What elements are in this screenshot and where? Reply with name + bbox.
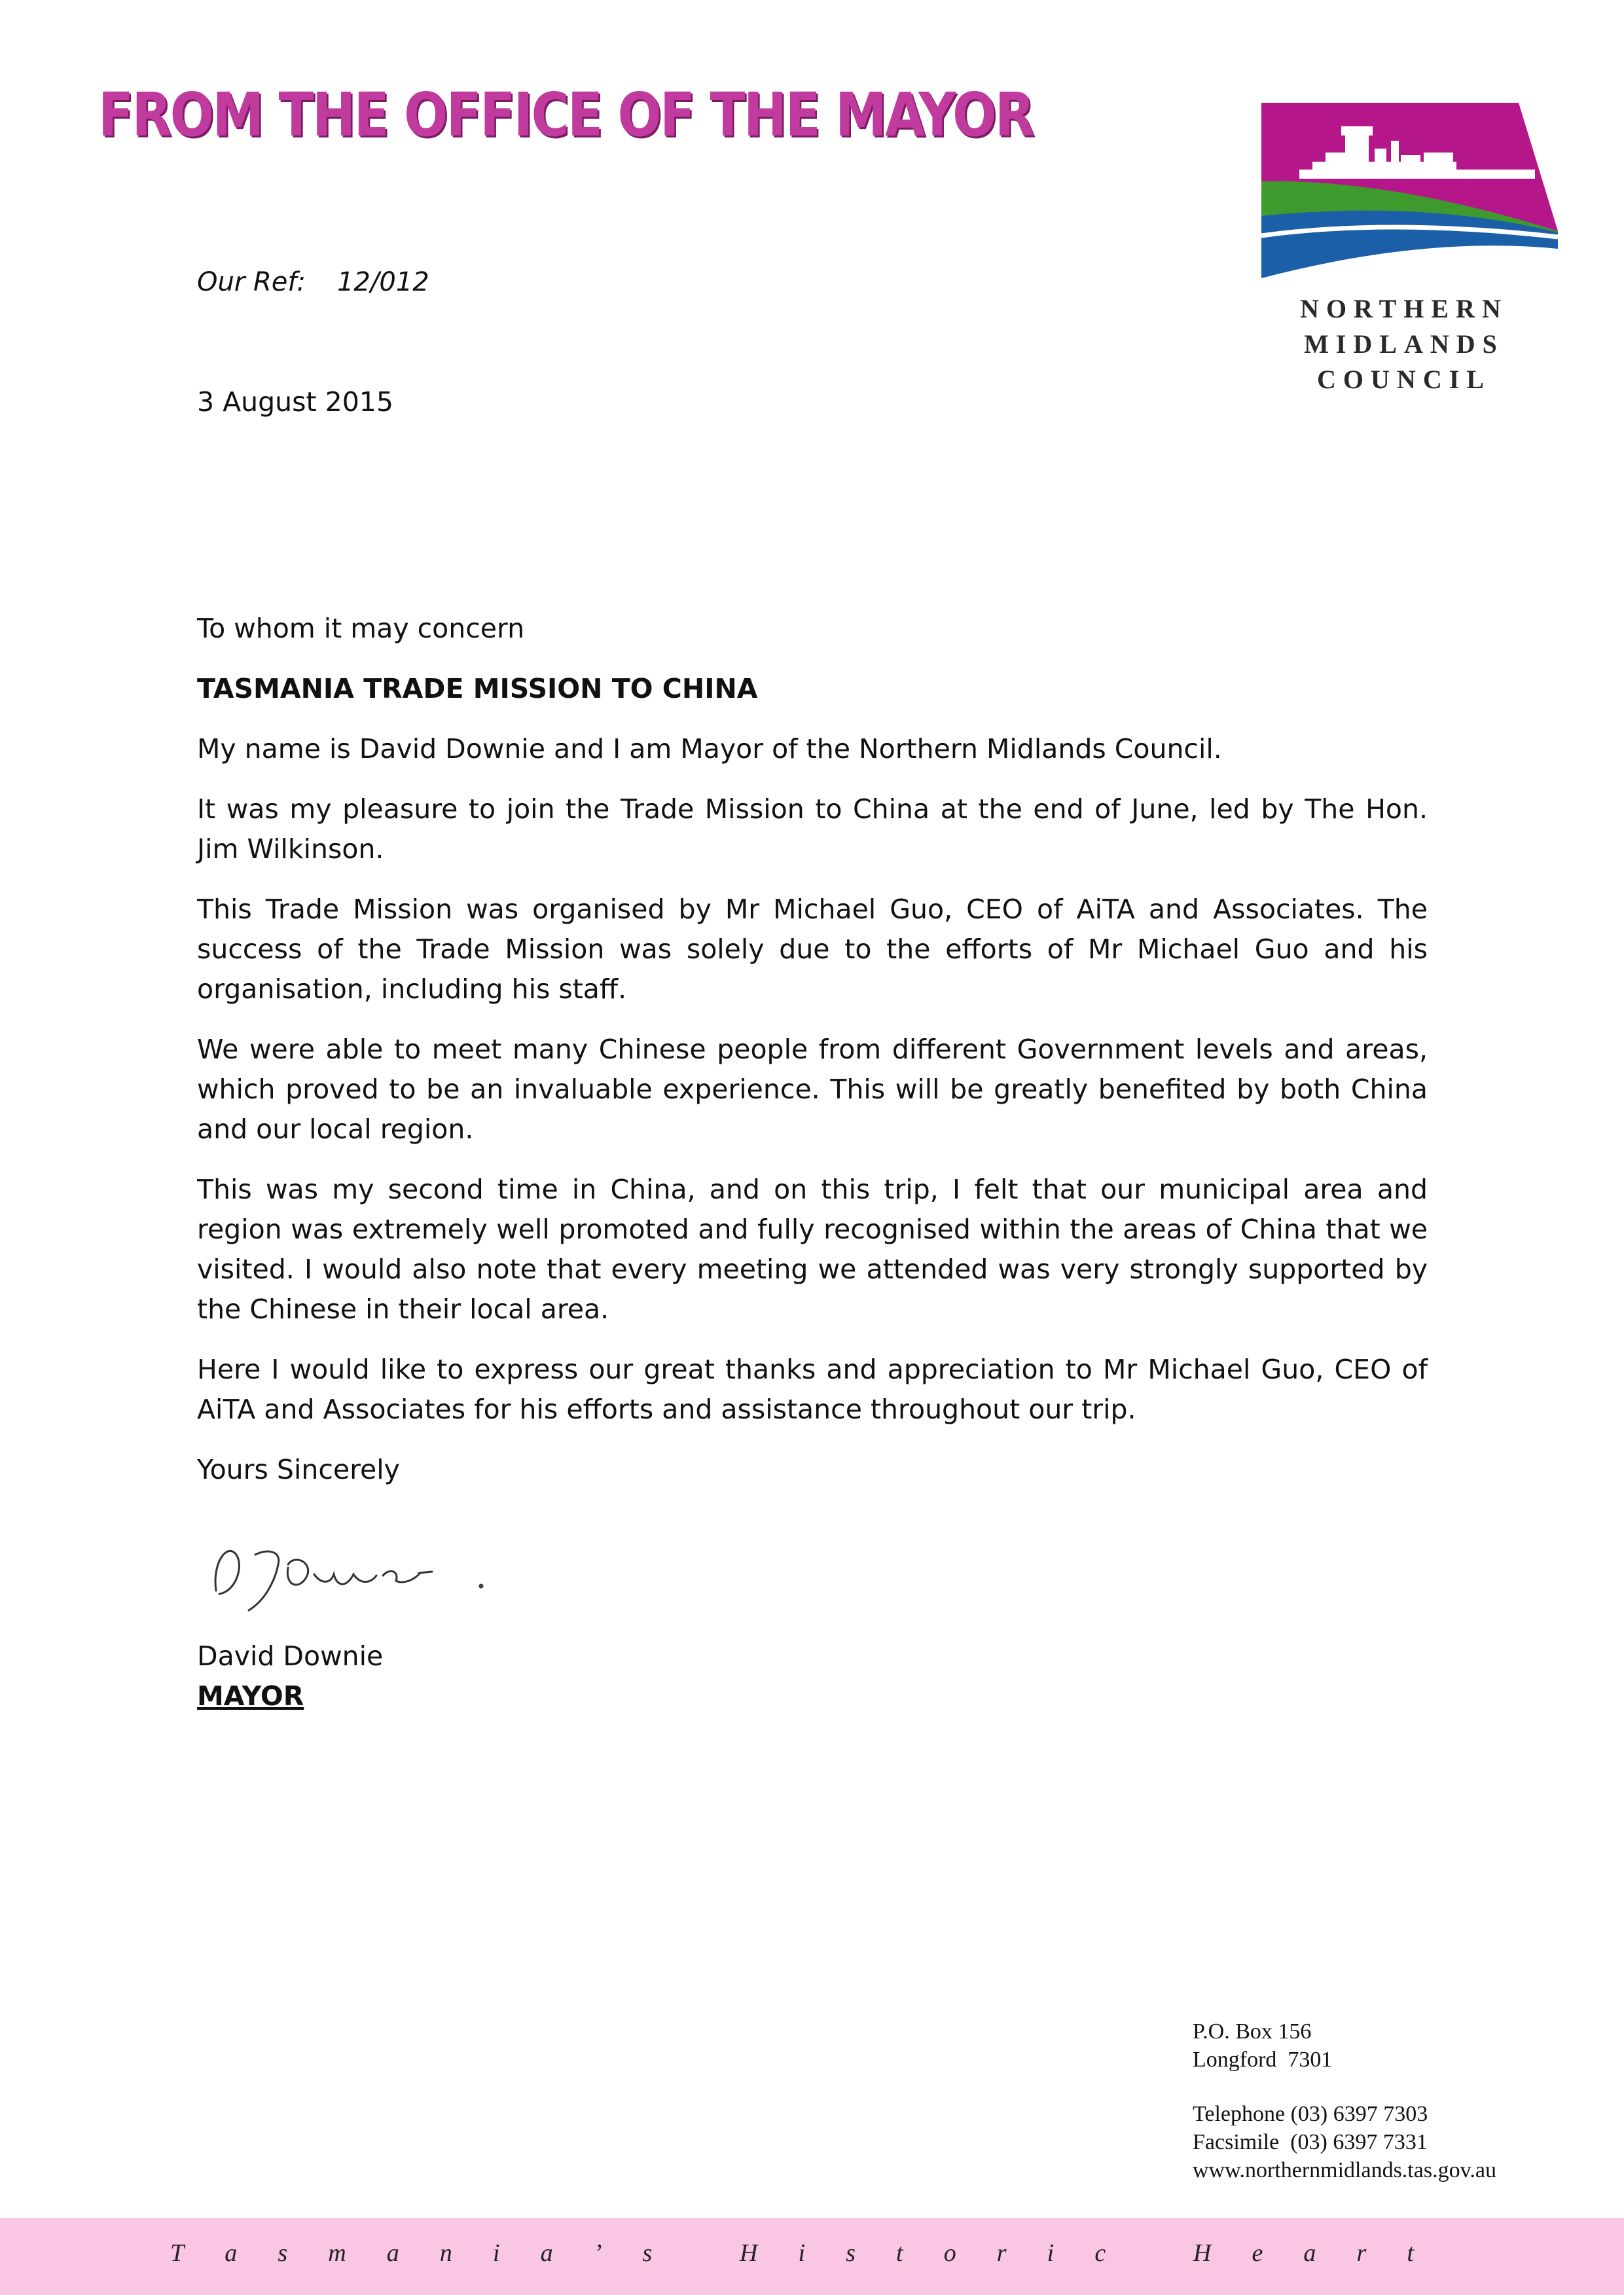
subject-line: TASMANIA TRADE MISSION TO CHINA bbox=[197, 673, 758, 704]
telephone: Telephone (03) 6397 7303 bbox=[1193, 2102, 1428, 2126]
signature-icon bbox=[203, 1528, 569, 1620]
paragraph: This Trade Mission was organised by Mr Michael Guo, CEO of AiTA and Associates. The success of the Trade Mission was solely due to the efforts of Mr Michael Guo and his organisation, including his staff. bbox=[197, 894, 1428, 1005]
logo-line-1: NORTHERN bbox=[1300, 294, 1508, 323]
letter-body bbox=[197, 609, 1428, 1510]
paragraph: We were able to meet many Chinese people from different Government levels and areas, which proved to be an invaluable experience. This will be greatly benefited by both China and our local region. bbox=[197, 1034, 1428, 1145]
signatory bbox=[197, 1636, 383, 1716]
letter-date: 3 August 2015 bbox=[197, 386, 393, 418]
logo-line-3: COUNCIL bbox=[1317, 365, 1491, 394]
town: Longford 7301 bbox=[1193, 2048, 1333, 2072]
ref-value: 12/012 bbox=[336, 267, 429, 297]
footer-tagline: T a s m a n i a ’ s H i s t o r i c H e a r t bbox=[170, 2239, 1414, 2267]
signatory-title: MAYOR bbox=[197, 1680, 304, 1712]
po-box: P.O. Box 156 bbox=[1193, 2019, 1312, 2044]
paragraph: My name is David Downie and I am Mayor of the Northern Midlands Council. bbox=[197, 733, 1222, 765]
council-logo bbox=[1260, 101, 1561, 403]
paragraph: Here I would like to express our great thanks and appreciation to Mr Michael Guo, CEO of AiTA and Associates for his efforts and assistance throughout our trip. bbox=[197, 1354, 1428, 1425]
closing: Yours Sincerely bbox=[197, 1454, 400, 1485]
paragraph: This was my second time in China, and on this trip, I felt that our municipal area and region was extremely well promoted and fully recognised within the areas of China that we visited. I would also note that every meeting we attended was very strongly supported by the Chinese in their local area. bbox=[197, 1174, 1428, 1325]
paragraph: It was my pleasure to join the Trade Mission to China at the end of June, led by The Hon. Jim Wilkinson. bbox=[197, 793, 1428, 865]
contact-address bbox=[1193, 2017, 1496, 2184]
website-link[interactable]: www.northernmidlands.tas.gov.au bbox=[1193, 2158, 1496, 2182]
page-title: FROM THE OFFICE OF THE MAYOR bbox=[98, 80, 1034, 150]
logo-line-2: MIDLANDS bbox=[1304, 329, 1504, 359]
salutation: To whom it may concern bbox=[197, 613, 525, 644]
council-emblem-icon bbox=[1260, 101, 1561, 278]
reference bbox=[197, 267, 429, 297]
ref-label: Our Ref: bbox=[197, 267, 306, 297]
facsimile: Facsimile (03) 6397 7331 bbox=[1193, 2130, 1428, 2154]
signatory-name: David Downie bbox=[197, 1640, 384, 1672]
